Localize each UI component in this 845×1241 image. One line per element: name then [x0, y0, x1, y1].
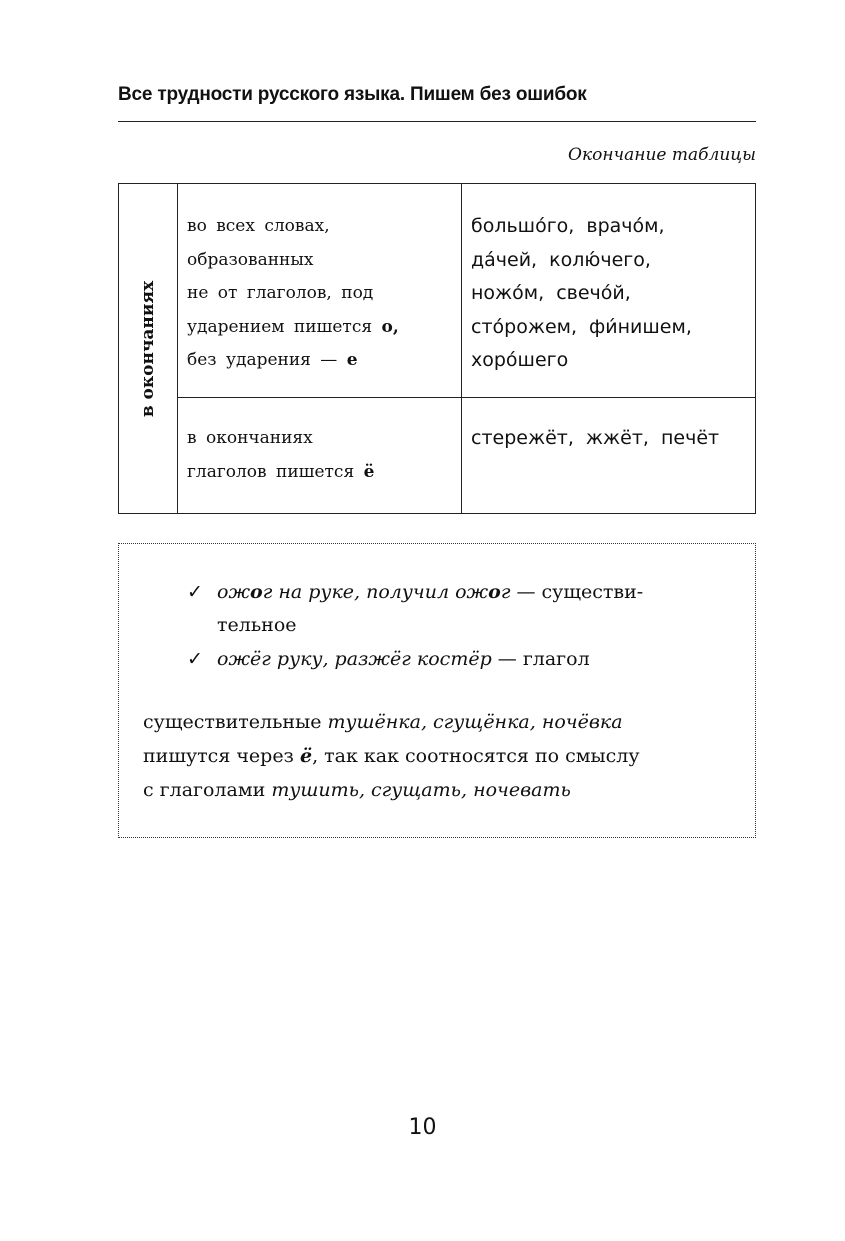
rule-cell	[178, 184, 462, 398]
plain-text: пишутся через	[143, 745, 300, 767]
para-line	[143, 705, 640, 739]
italic-text: ожёг руку, разжёг костёр	[217, 648, 492, 670]
italic-text: тушёнка, сгущёнка, ночёвка	[327, 711, 623, 733]
bold-letter: о	[250, 581, 263, 603]
rule-line: не от глаголов, под	[187, 283, 374, 303]
table-caption: Окончание таблицы	[568, 145, 756, 165]
checkmark-icon: ✓	[187, 648, 203, 670]
rule-line: ударением пишется	[187, 316, 373, 337]
rule-line: во всех словах,	[187, 216, 330, 236]
plain-text: — глагол	[491, 648, 590, 670]
italic-text: ож	[217, 581, 251, 603]
examples-cell	[462, 184, 756, 398]
table-row	[119, 184, 756, 398]
plain-text: существительные	[143, 711, 328, 733]
example-line: ножóм, свечóй,	[471, 282, 631, 304]
para-line	[143, 773, 640, 807]
rule-line: в окончаниях	[187, 428, 313, 448]
examples-cell	[462, 398, 756, 514]
side-header-cell	[119, 184, 178, 514]
table-row	[119, 398, 756, 514]
page-number: 10	[408, 1115, 437, 1140]
rule-line-with-bold	[187, 311, 451, 345]
rule-line: глаголов пишется	[187, 461, 355, 482]
example-line: большóго, врачóм,	[471, 215, 665, 237]
rule-line: образованных	[187, 249, 314, 270]
note-paragraph	[143, 705, 640, 807]
example-line: хорóшего	[471, 349, 569, 371]
example-line: стережёт, жжёт, печёт	[471, 427, 720, 449]
bold-letter: о	[488, 581, 501, 603]
rules-table	[118, 183, 756, 514]
italic-text: г	[500, 581, 511, 603]
bold-letter-e: е	[346, 350, 358, 370]
example-line: стóрожем, фи́нишем,	[471, 315, 692, 338]
plain-text: , так как соотносятся по смыслу	[312, 745, 640, 767]
side-label: в окончаниях	[138, 280, 158, 417]
italic-text: тушить, сгущать, ночевать	[271, 779, 571, 801]
rule-line: без ударения —	[187, 350, 338, 370]
bold-letter-o: о,	[381, 316, 399, 337]
header-rule	[118, 121, 756, 122]
plain-text: с глаголами	[143, 779, 272, 801]
bold-letter-yo: ё	[363, 461, 375, 482]
running-title: Все трудности русского языка. Пишем без ошибок	[118, 84, 587, 105]
checkmark-icon: ✓	[187, 581, 203, 603]
bold-letter: ё	[299, 745, 313, 767]
rule-line-with-bold	[187, 456, 451, 490]
plain-text: тельное	[217, 614, 297, 636]
example-line: дáчей, колю́чего,	[471, 248, 651, 271]
plain-text: — существи-	[510, 581, 644, 603]
para-line	[143, 739, 640, 773]
rule-cell	[178, 398, 462, 514]
italic-text: г на руке, получил ож	[262, 581, 489, 603]
rule-line-with-bold	[187, 344, 451, 378]
note-box	[118, 543, 756, 838]
